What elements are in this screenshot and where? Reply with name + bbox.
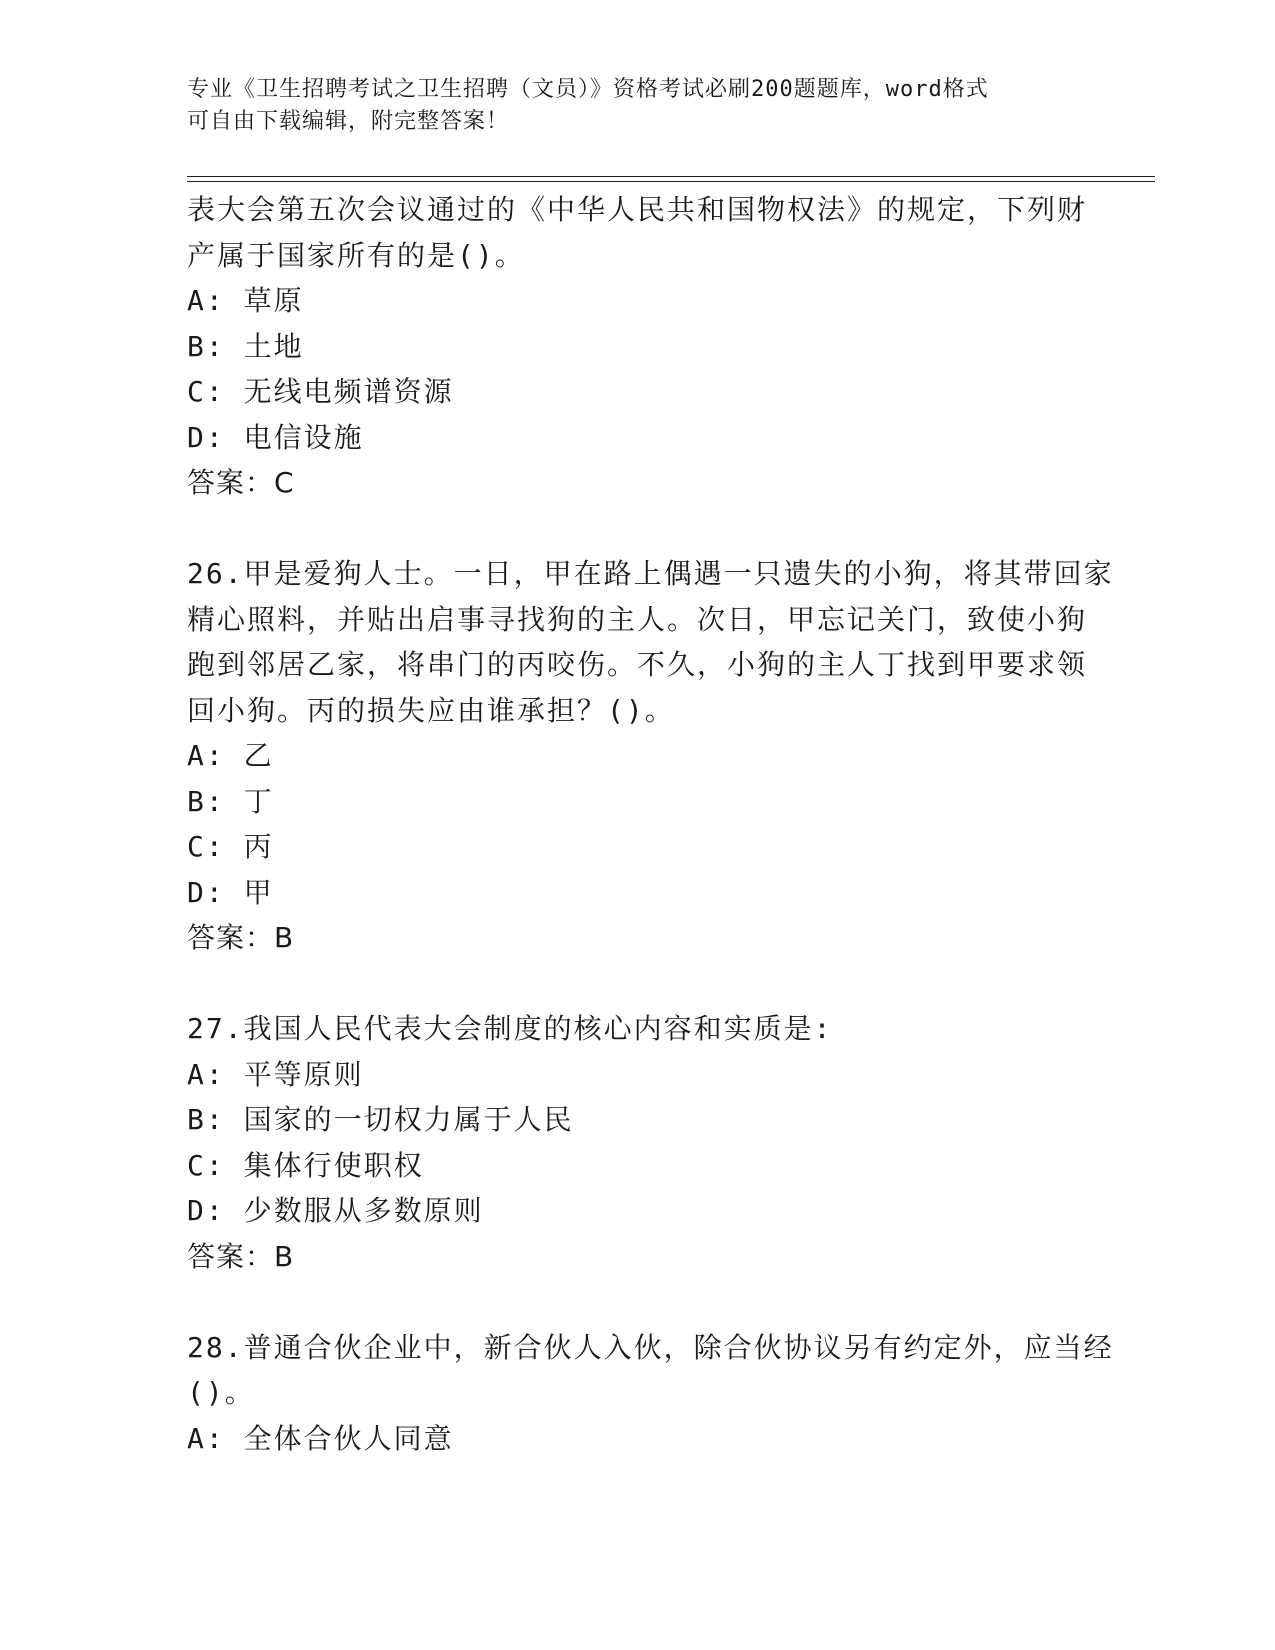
spacer: [187, 506, 1087, 552]
option-a: A: 全体合伙人同意: [187, 1421, 454, 1455]
option-d: D: 少数服从多数原则: [187, 1194, 484, 1227]
question-stem-line: 跑到邻居乙家，将串门的丙咬伤。不久，小狗的主人丁找到甲要求领: [187, 648, 1088, 681]
spacer: [187, 961, 1087, 1007]
answer-label: 答案：B: [187, 921, 295, 954]
spacer: [187, 1279, 1087, 1325]
question-26: [187, 551, 1114, 961]
question-stem-line: 回小狗。丙的损失应由谁承担？()。: [187, 693, 675, 727]
option-b: B: 国家的一切权力属于人民: [187, 1103, 574, 1136]
option-d: D: 电信设施: [187, 420, 364, 454]
option-d: D: 甲: [187, 875, 274, 909]
question-stem-line: 27.我国人民代表大会制度的核心内容和实质是:: [187, 1012, 833, 1045]
answer-label: 答案：B: [187, 1239, 295, 1273]
option-c: C: 集体行使职权: [187, 1148, 424, 1182]
header-divider-top: [187, 176, 1155, 177]
option-b: B: 丁: [187, 784, 274, 818]
question-stem-line: 26.甲是爱狗人士。一日，甲在路上偶遇一只遗失的小狗，将其带回家: [187, 557, 1114, 590]
question-stem-line: 28.普通合伙企业中，新合伙人入伙，除合伙协议另有约定外，应当经: [187, 1330, 1114, 1364]
option-b: B: 土地: [187, 329, 304, 363]
question-stem-line: 精心照料，并贴出启事寻找狗的主人。次日，甲忘记关门，致使小狗: [187, 602, 1088, 636]
question-list: [187, 187, 1114, 1461]
question-stem-line: 表大会第五次会议通过的《中华人民共和国物权法》的规定，下列财: [187, 193, 1088, 226]
question-stem-line: 产属于国家所有的是()。: [187, 238, 525, 272]
option-a: A: 平等原则: [187, 1057, 364, 1091]
option-c: C: 无线电频谱资源: [187, 375, 454, 408]
option-a: A: 乙: [187, 739, 274, 772]
question-27: [187, 1006, 1087, 1279]
answer-label: 答案：C: [187, 466, 295, 499]
question-stem-line: ()。: [187, 1376, 255, 1409]
header-divider-bottom: [187, 181, 1155, 182]
header-title-line-2: 可自由下载编辑，附完整答案！: [187, 109, 510, 134]
question-25: [187, 187, 1087, 506]
document-header: [187, 74, 1067, 138]
question-28: [187, 1325, 1114, 1462]
option-c: C: 丙: [187, 830, 274, 863]
option-a: A: 草原: [187, 284, 304, 317]
header-title-line-1: 专业《卫生招聘考试之卫生招聘（文员）》资格考试必刷200题题库，word格式: [187, 77, 989, 102]
